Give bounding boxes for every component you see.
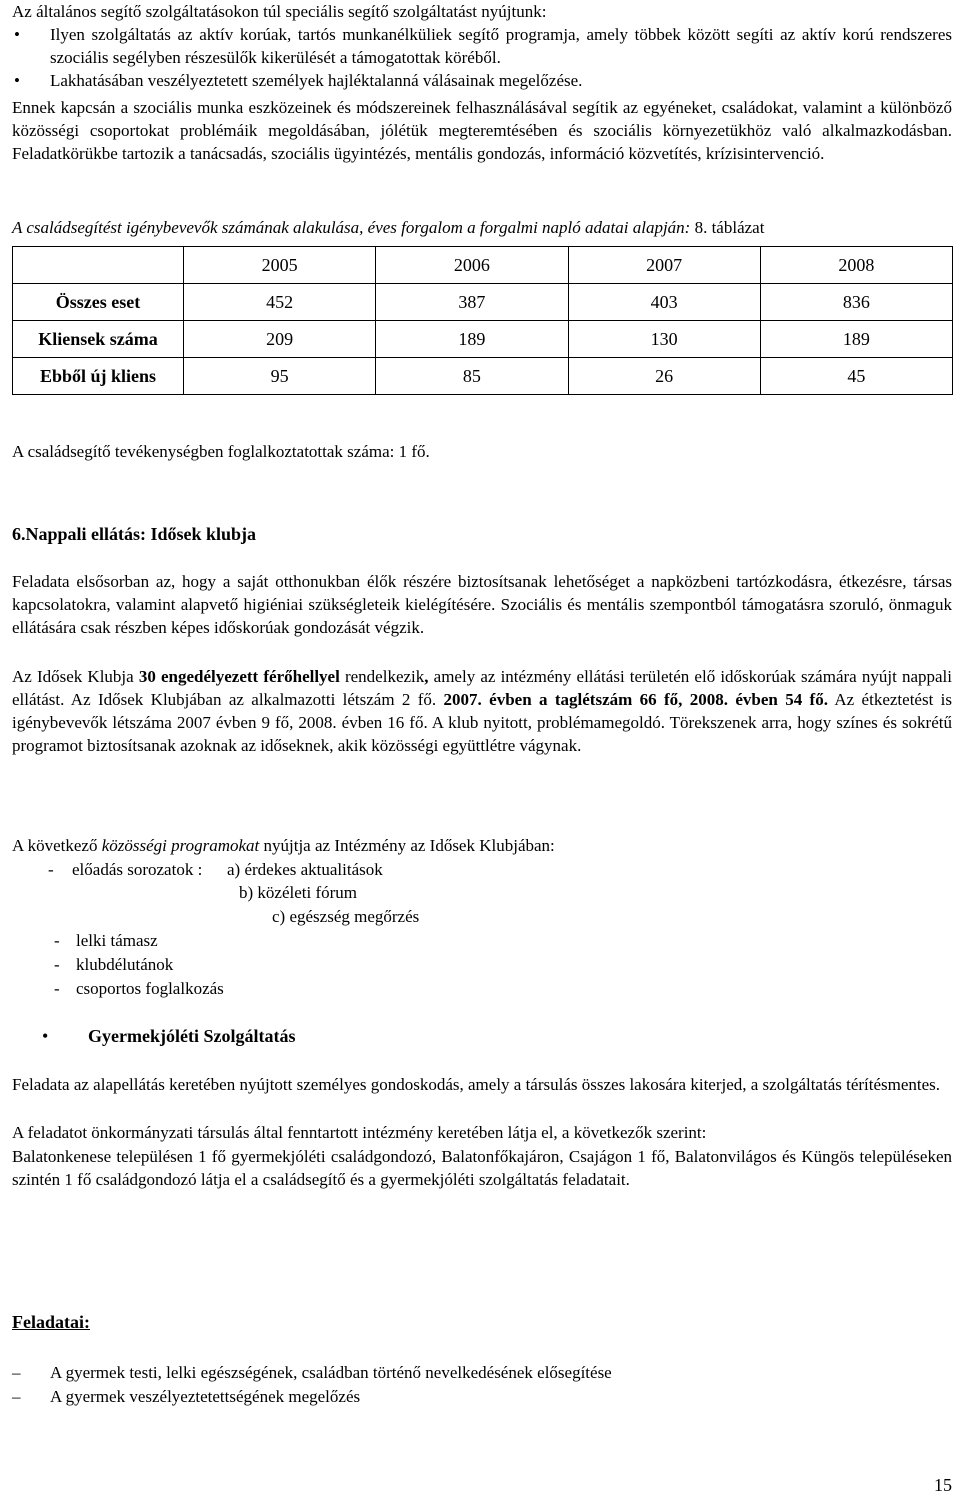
tasks-list [12,1361,952,1409]
task-text: A gyermek testi, lelki egészségének, családban történő nevelkedésének elősegítése [50,1363,612,1382]
tasks-title [12,1311,90,1334]
bullet-item [12,23,952,69]
paragraph-child-welfare: Feladata az alapellátás keretében nyújtott személyes gondoskodás, amely a társulás összes lakosára kiterjed, a szolgáltatás térítésmentes. [12,1075,941,1094]
dash-icon: – [12,1363,21,1382]
list-item [12,1385,952,1409]
dash-icon: - [48,860,54,879]
bold-run: , [424,667,429,686]
bullet-text: Lakhatásában veszélyeztetett személyek hajléktalanná válásainak megelőzése. [50,71,583,90]
table-caption-tail: 8. táblázat [690,218,765,237]
table-header-cell [13,247,184,284]
text-run: Az étkeztetést is igénybevevők létszáma 2007 évben 9 fő, 2008. évben 16 fő. A klub nyitott, problémamegoldó. Törekszenek arra, hogy színes és sokrétű programot biztosítsanak azoknak az időseknek, akik közösségi együttlétre vágynak. [12,690,952,755]
bullet-icon: • [14,71,20,90]
table-caption [12,216,957,239]
lecture-a: a) érdekes aktualitások [227,860,383,879]
text-run: Az Idősek Klubja [12,667,139,686]
text-run: A következő [12,836,102,855]
dash-icon: – [12,1387,21,1406]
table-cell: 189 [376,321,568,358]
program-item: klubdélutánok [76,955,174,974]
paragraph-social-work: Ennek kapcsán a szociális munka eszközeinek és módszereinek felhasználásával segítik az egyéneket, családokat, valamint a különböző közösségi csoportokat problémáik megoldásában, jólétük megteremtésében és szociális környezetükhöz való alkalmazkodásban. Feladatkörükbe tartozik a tanácsadás, szociális ügyintézés, mentális gondozás, információ közvetítés, krízisintervenció. [12,98,952,163]
table-header-cell: 2005 [184,247,376,284]
text-run: rendelkezik [339,667,425,686]
table-header-cell: 2006 [376,247,568,284]
table-header-cell: 2007 [568,247,760,284]
programs-intro [12,834,952,857]
list-item [12,881,952,905]
lecture-b: b) közéleti fórum [239,883,358,902]
bullet-text: Ilyen szolgáltatás az aktív korúak, tartós munkanélküliek segítő programja, amely többek között segíti az aktív korú rendszeres szociális segélyben részesülők kikerülését a támogatottak köréből. [50,25,952,67]
bold-run: 30 engedélyezett férőhellyel [138,667,340,686]
table-row-label: Összes eset [13,284,184,321]
table-header-row [13,247,953,284]
bold-run: 2007. évben a taglétszám 66 fő, 2008. évben 54 fő. [443,690,828,709]
paragraph-club [12,665,952,757]
list-item [12,929,952,953]
table-cell: 209 [184,321,376,358]
paragraph-day-care: Feladata elsősorban az, hogy a saját otthonukban élők részére biztosítsanak lehetőséget a napközbeni tartózkodásra, étkezésre, társas kapcsolatokra, valamint alapvető higiéniai szükségleteik kielégítésére. Szociális és mentális szempontból támogatásra szoruló, önmaguk ellátására csak részben képes időskorúak gondozását végzik. [12,572,952,637]
tasks-title-text: Feladatai: [12,1312,90,1332]
italic-run: közösségi programokat [101,836,260,855]
table-row-label: Ebből új kliens [13,358,184,395]
bullet-item [12,69,952,92]
bullet-icon: • [14,25,20,44]
section-6-title: 6.Nappali ellátás: Idősek klubja [12,524,257,544]
program-item: lelki támasz [76,931,158,950]
table-caption-italic: A családsegítést igénybevevők számának alakulása, éves forgalom a forgalmi napló adatai alapján: [12,218,691,237]
table-cell: 85 [376,358,568,395]
bullet-icon: • [42,1026,49,1046]
dash-icon: - [54,931,60,950]
table-row-label: Kliensek száma [13,321,184,358]
paragraph-settlements: Balatonkenese településen 1 fő gyermekjóléti családgondozó, Balatonfőkajáron, Csajágon 1 fő, Balatonvilágos és Küngös településeken szintén 1 fő családgondozó látja el a családsegítő és a gyermekjóléti szolgáltatás feladatait. [12,1147,952,1189]
table-row [13,284,953,321]
table-cell: 130 [568,321,760,358]
table-cell: 403 [568,284,760,321]
dash-icon: - [54,979,60,998]
bullet-list [12,23,952,92]
table-cell: 45 [760,358,952,395]
list-item [12,953,952,977]
table-cell: 387 [376,284,568,321]
list-item [12,858,952,881]
lecture-label: előadás sorozatok : [72,860,203,879]
paragraph-association: A feladatot önkormányzati társulás által fenntartott intézmény keretében látja el, a következők szerint: [12,1123,707,1142]
text-run: nyújtja az Intézmény az Idősek Klubjában: [259,836,555,855]
table-header-cell: 2008 [760,247,952,284]
table-cell: 189 [760,321,952,358]
table-cell: 95 [184,358,376,395]
task-text: A gyermek veszélyeztetettségének megelőzés [50,1387,361,1406]
page-number: 15 [934,1475,952,1495]
table-cell: 836 [760,284,952,321]
lecture-c: c) egészség megőrzés [272,907,420,926]
text-run: amely az intézmény ellátási területén elő időskorúak számára nyújt nappali ellátást. Az Idősek Klubjában az alkalmazotti létszám 2 fő. [12,667,952,709]
program-item: csoportos foglalkozás [76,979,224,998]
staff-line: A családsegítő tevékenységben foglalkoztatottak száma: 1 fő. [12,442,430,461]
table-row [13,358,953,395]
child-welfare-title: Gyermekjóléti Szolgáltatás [88,1026,296,1046]
list-item [12,977,952,1001]
intro-line: Az általános segítő szolgáltatásokon túl speciális segítő szolgáltatást nyújtunk: [12,2,547,21]
table-cell: 452 [184,284,376,321]
list-item [12,1361,952,1385]
table-cell: 26 [568,358,760,395]
programs-list [12,858,952,1001]
dash-icon: - [54,955,60,974]
clients-table [12,246,953,395]
list-item [12,905,952,929]
table-row [13,321,953,358]
